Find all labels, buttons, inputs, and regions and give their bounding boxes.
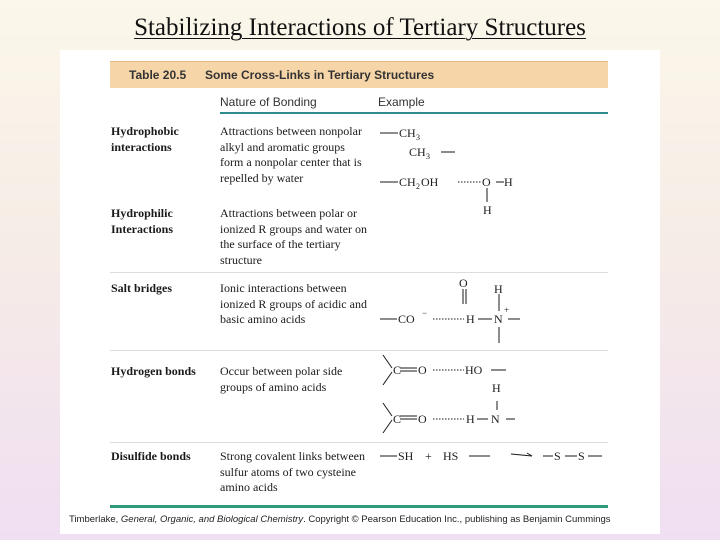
row-desc-hydrophilic: Attractions between polar or ionized R groups and water on the surface of the tertiary structure [220,206,367,267]
c-atom: C [393,363,402,377]
row-desc-hydrogen-bonds: Occur between polar side groups of amino acids [220,364,343,394]
subscript-2: 2 [416,182,420,191]
o-atom: O [418,363,427,377]
h-atom: H [466,412,475,426]
h-atom: H [504,175,513,189]
row-name-disulfide: Disulfide bonds [111,449,191,463]
slide-title: Stabilizing Interactions of Tertiary Structures [134,14,586,41]
row-desc-salt-bridges: Ionic interactions between ionized R groups of acidic and basic amino acids [220,281,367,326]
row-desc-hydrophobic: Attractions between nonpolar alkyl and aromatic groups form a nonpolar center that is repelled by water [220,124,362,185]
subscript-3: 3 [416,133,420,142]
bottom-rule [110,505,608,508]
row-name-hydrogen-bonds: Hydrogen bonds [111,364,196,378]
c-atom: C [393,412,402,426]
row-name-hydrophilic: Hydrophilic Interactions [111,206,173,236]
n-atom: N [491,412,500,426]
example-structures-detail [370,50,610,505]
row-desc-disulfide: Strong covalent links between sulfur atoms of two cysteine amino acids [220,449,365,494]
o-atom: O [482,175,491,189]
ch3-label: CH [409,145,426,159]
subscript-3: 3 [426,152,430,161]
row-name-salt-bridges: Salt bridges [111,281,173,295]
carboxylate-label: CO [398,312,415,326]
table-figure [60,50,660,534]
h-atom: H [466,312,475,326]
h-atom: H [494,282,503,296]
sh-label: SH [398,449,414,463]
citation-copyright: . Copyright © Pearson Education Inc., publishing as Benjamin Cummings [303,514,611,525]
hs-label: HS [443,449,459,463]
citation-author: Timberlake, [69,514,121,525]
table-caption: Some Cross-Links in Tertiary Structures [205,68,435,82]
column-header-example: Example [378,95,425,109]
table-number: Table 20.5 [129,68,187,82]
minus-charge: − [422,308,428,318]
n-atom: N [494,312,503,326]
s-atom: S [578,449,585,463]
column-header-bonding: Nature of Bonding [220,95,317,109]
o-atom: O [418,412,427,426]
plus-charge: + [504,305,510,315]
citation-book-title: General, Organic, and Biological Chemistry [120,514,304,525]
ch3-label: CH [399,126,416,140]
ch2oh-label: OH [421,175,439,189]
ch2oh-label: CH [399,175,416,189]
h-atom: H [492,381,501,395]
h-atom: H [483,203,492,217]
s-atom: S [554,449,561,463]
plus-sign: + [425,449,432,463]
source-citation [69,514,659,525]
ho-label: HO [465,363,483,377]
o-atom: O [459,276,468,290]
row-name-hydrophobic: Hydrophobic interactions [111,124,179,154]
